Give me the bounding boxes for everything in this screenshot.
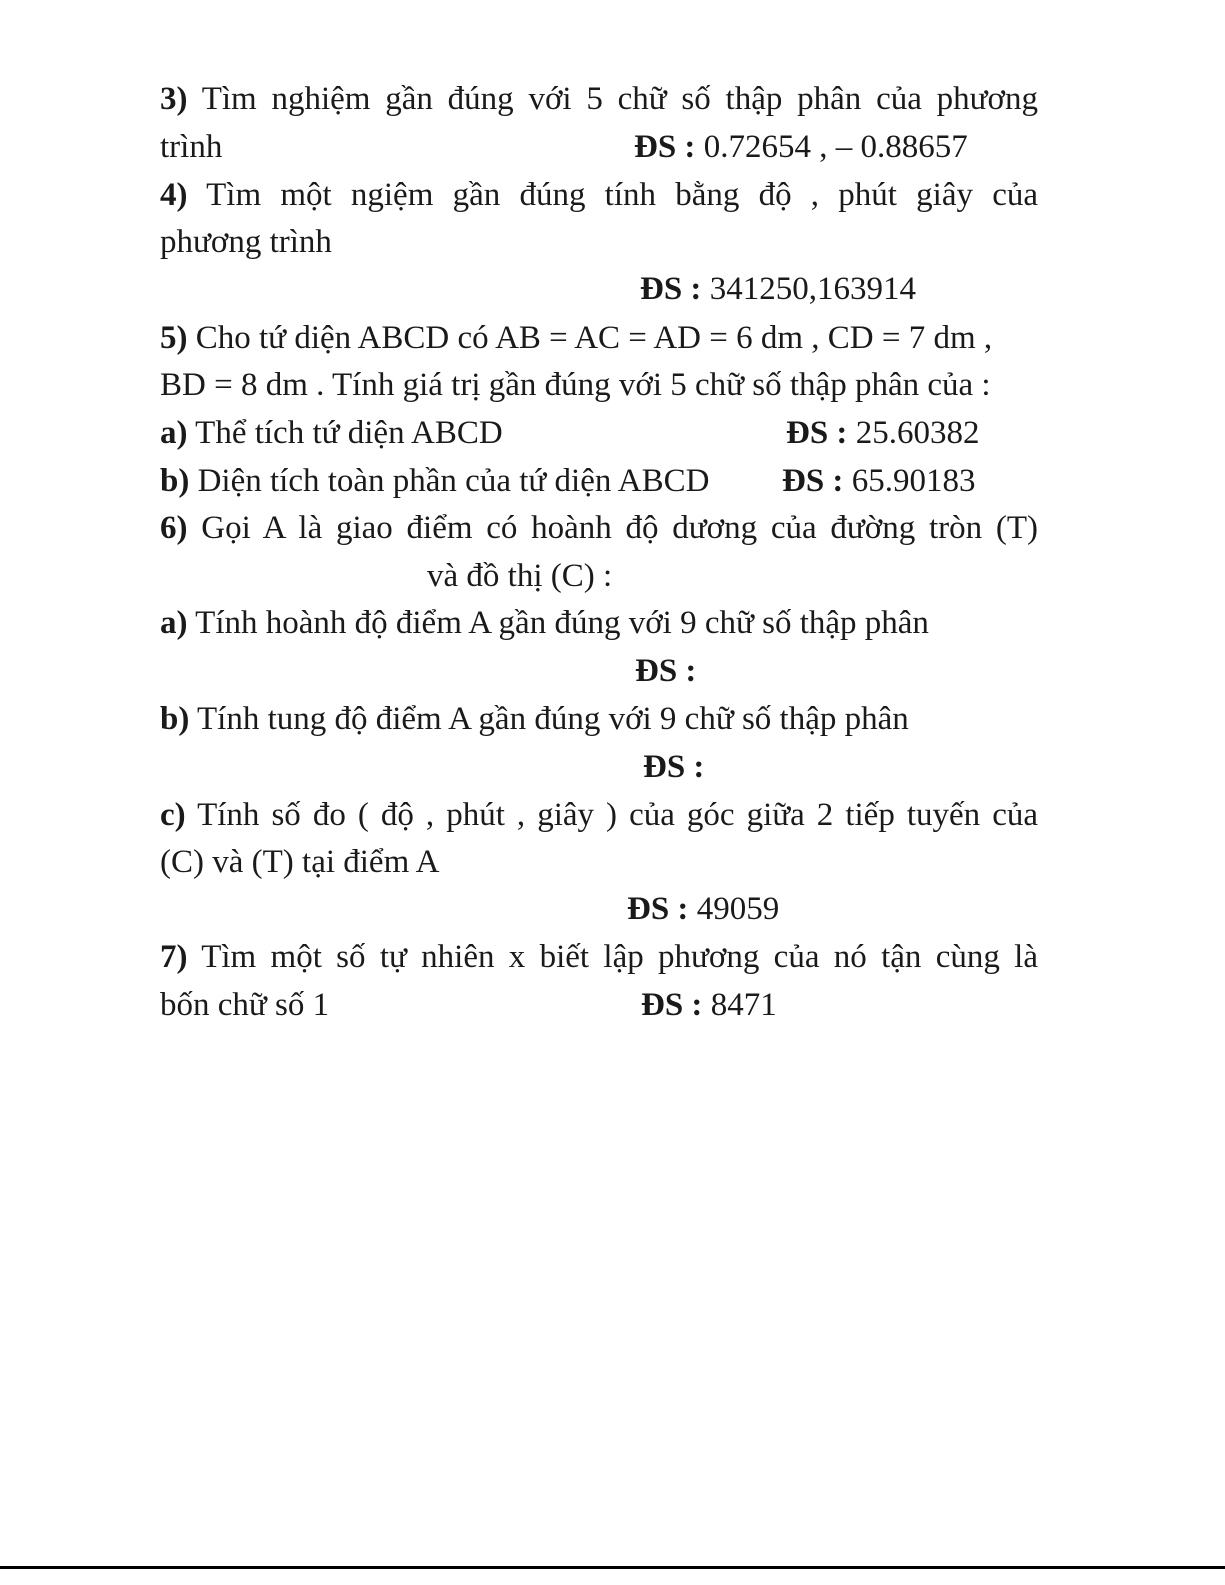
problem-5-text: Cho tứ diện ABCD có AB = AC = AD = 6 dm , CD = 7 dm , [195, 320, 993, 356]
problem-7-answer [641, 985, 777, 1025]
answer-label: ĐS : [640, 271, 702, 307]
problem-5-number: 5) [160, 320, 188, 356]
answer-value: 341250,163914 [709, 271, 916, 307]
problem-4-line-2: phương trình [160, 224, 332, 260]
problem-7-line-1 [160, 937, 1038, 977]
answer-value: 25.60382 [855, 415, 980, 451]
problem-7-number: 7) [160, 939, 188, 975]
problem-6c-line-2: (C) và (T) tại điểm A [160, 844, 440, 880]
problem-6c-label: c) [160, 797, 186, 833]
problem-4-answer [640, 269, 916, 309]
problem-6b [160, 699, 1038, 739]
answer-label: ĐS : [782, 463, 844, 499]
problem-6-line-1 [160, 508, 1038, 548]
problem-7-text: Tìm một số tự nhiên x biết lập phương của nó tận cùng là [201, 939, 1038, 975]
problem-6a [160, 603, 1038, 643]
problem-6a-answer-label: ĐS : [635, 653, 697, 689]
problem-5a-answer [786, 413, 979, 453]
problem-4-text: Tìm một ngiệm gần đúng tính bằng độ , phút giây của [206, 177, 1038, 213]
answer-value: 49059 [696, 891, 780, 927]
bottom-border-rule [0, 1566, 1225, 1569]
problem-5b-text: Diện tích toàn phần của tứ diện ABCD [197, 463, 710, 499]
problem-6b-answer-label: ĐS : [643, 749, 705, 785]
problem-6c-line-1 [160, 795, 1038, 835]
problem-5-line-2: BD = 8 dm . Tính giá trị gần đúng với 5 chữ số thập phân của : [160, 367, 991, 403]
answer-value: 0.72654 , – 0.88657 [703, 129, 968, 165]
answer-label: ĐS : [634, 129, 696, 165]
problem-3-line-1 [160, 79, 1038, 119]
problem-6c-answer [627, 889, 779, 929]
problem-6a-text: Tính hoành độ điểm A gần đúng với 9 chữ số thập phân [195, 605, 929, 641]
problem-3-line-2: trình [160, 129, 223, 165]
problem-3-answer [634, 127, 968, 167]
problem-5a-label: a) [160, 415, 188, 451]
problem-3-number: 3) [160, 81, 188, 117]
answer-value: 8471 [710, 987, 777, 1023]
problem-5a-text: Thể tích tứ diện ABCD [195, 415, 503, 451]
answer-label: ĐS : [641, 987, 703, 1023]
problem-6c-text: Tính số đo ( độ , phút , giây ) của góc giữa 2 tiếp tuyến của [197, 797, 1039, 833]
problem-6-text: Gọi A là giao điểm có hoành độ dương của đường tròn (T) [201, 510, 1039, 546]
problem-6a-label: a) [160, 605, 188, 641]
problem-6-line-2: và đồ thị (C) : [427, 558, 613, 594]
problem-3-text: Tìm nghiệm gần đúng với 5 chữ số thập phân của phương [201, 81, 1038, 117]
problem-4-number: 4) [160, 177, 188, 213]
problem-6b-label: b) [160, 701, 190, 737]
problem-5b-label: b) [160, 463, 190, 499]
answer-value: 65.90183 [851, 463, 976, 499]
problem-4-line-1 [160, 175, 1038, 215]
problem-5b-answer [782, 461, 975, 501]
problem-7-line-2: bốn chữ số 1 [160, 987, 330, 1023]
problem-6b-text: Tính tung độ điểm A gần đúng với 9 chữ số thập phân [197, 701, 909, 737]
problem-6-number: 6) [160, 510, 188, 546]
answer-label: ĐS : [786, 415, 848, 451]
problem-5-line-1 [160, 318, 1038, 358]
answer-label: ĐS : [627, 891, 689, 927]
